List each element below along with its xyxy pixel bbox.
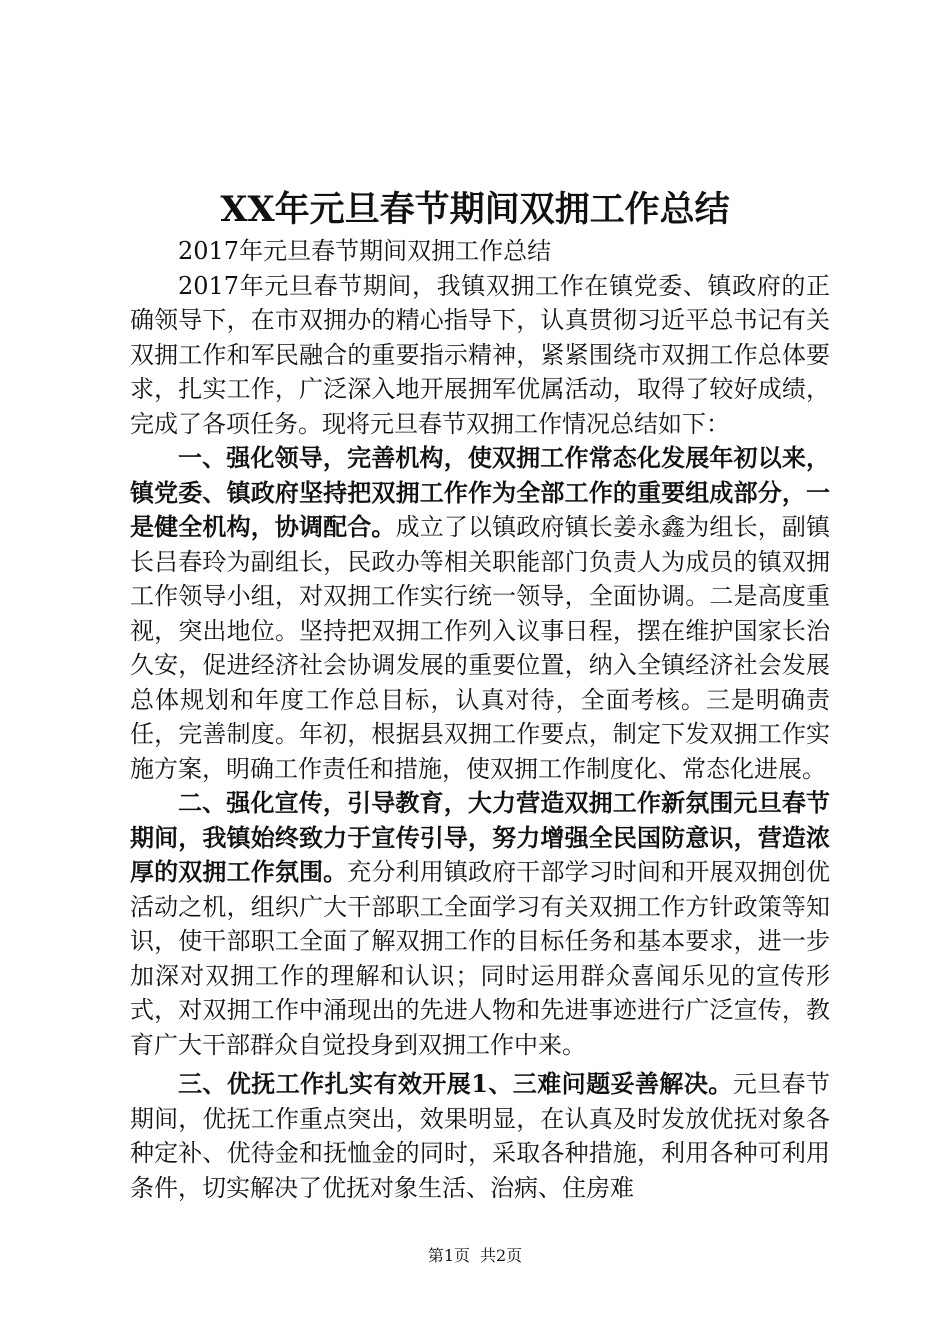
document-subtitle: 2017年元旦春节期间双拥工作总结: [178, 237, 552, 265]
section-heading-1: 一、强化领导，完善机构，使双拥工作常态化发展年初以来，镇党委、镇政府坚持把双拥工作作为全部工作的重要组成部分，一是健全机构，协调配合。: [130, 443, 830, 541]
section-body-3: 元旦春节期间，优抚工作重点突出，效果明显，在认真及时发放优抚对象各种定补、优待金和抚恤金的同时，采取各种措施，利用各种可利用条件，切实解决了优抚对象生活、治病、住房难: [130, 1070, 831, 1202]
page-number-total: 共2页: [480, 1246, 523, 1265]
section-body-2: 充分利用镇政府干部学习时间和开展双拥创优活动之机，组织广大干部职工全面学习有关双拥工作方针政策等知识，使干部职工全面了解双拥工作的目标任务和基本要求，进一步加深对双拥工作的理解和认识；同时运用群众喜闻乐见的宣传形式，对双拥工作中涌现出的先进人物和先进事迹进行广泛宣传，教育广大干部群众自觉投身到双拥工作中来。: [130, 858, 831, 1059]
page-number-current: 第1页: [427, 1246, 470, 1265]
document-title: XX年元旦春节期间双拥工作总结: [220, 189, 730, 230]
section-body-1: 成立了以镇政府镇长姜永鑫为组长，副镇长吕春玲为副组长，民政办等相关职能部门负责人为成员的镇双拥工作领导小组，对双拥工作实行统一领导，全面协调。二是高度重视，突出地位。坚持把双拥工作列入议事日程，摆在维护国家长治久安，促进经济社会协调发展的重要位置，纳入全镇经济社会发展总体规划和年度工作总目标，认真对待，全面考核。三是明确责任，完善制度。年初，根据县双拥工作要点，制定下发双拥工作实施方案，明确工作责任和措施，使双拥工作制度化、常态化进展。: [130, 513, 831, 783]
section-paragraph-3: [130, 1067, 830, 1205]
intro-paragraph: 2017年元旦春节期间，我镇双拥工作在镇党委、镇政府的正确领导下，在市双拥办的精心指导下，认真贯彻习近平总书记有关双拥工作和军民融合的重要指示精神，紧紧围绕市双拥工作总体要求，扎实工作，广泛深入地开展拥军优属活动，取得了较好成绩，完成了各项任务。现将元旦春节双拥工作情况总结如下：: [130, 271, 830, 438]
document-body: [130, 234, 830, 1205]
page-footer: [0, 1244, 950, 1268]
section-heading-3: 三、优抚工作扎实有效开展1、三难问题妥善解决。: [178, 1069, 733, 1098]
section-heading-2: 二、强化宣传，引导教育，大力营造双拥工作新氛围元旦春节期间，我镇始终致力于宣传引导，努力增强全民国防意识，营造浓厚的双拥工作氛围。: [130, 788, 830, 886]
section-paragraph-2: [130, 786, 830, 1062]
section-paragraph-1: [130, 441, 830, 786]
